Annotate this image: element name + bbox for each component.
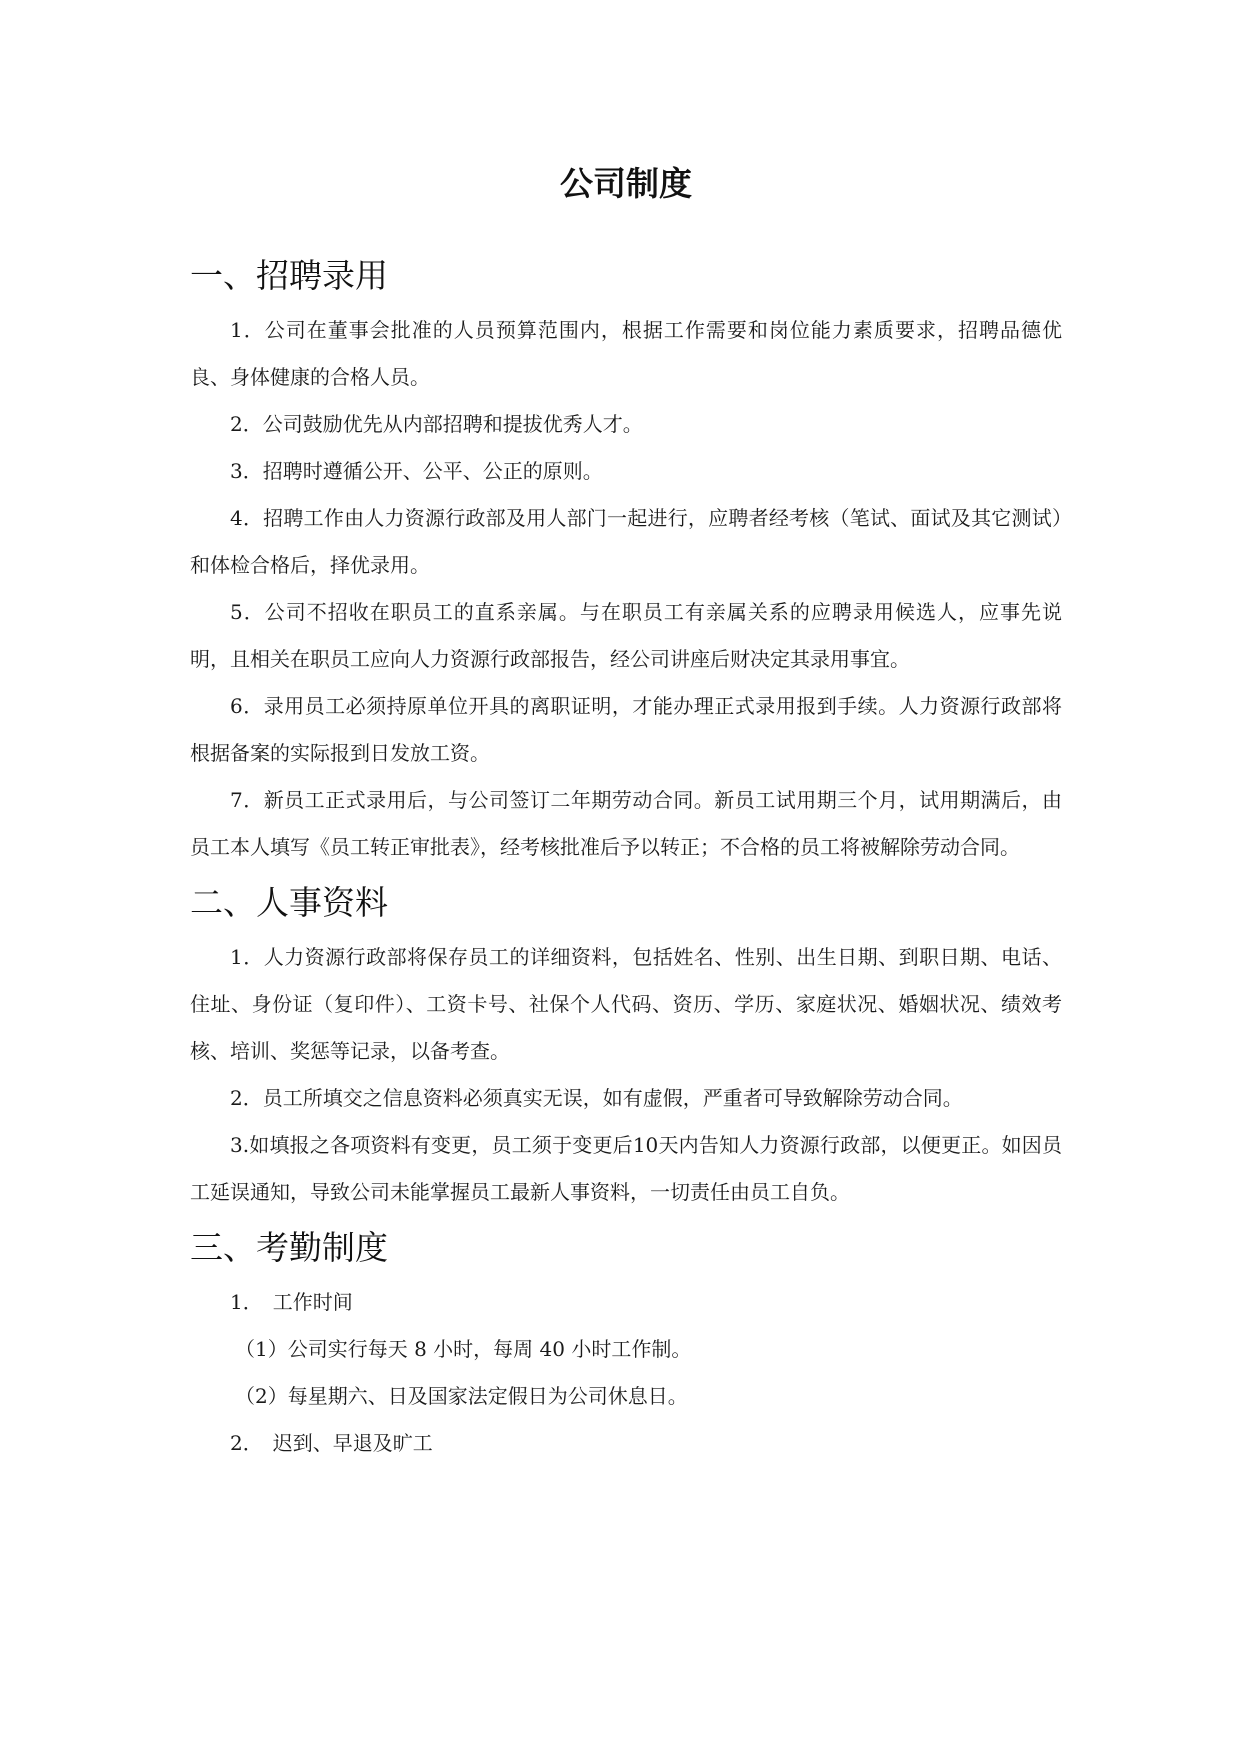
paragraph: 4．招聘工作由人力资源行政部及用人部门一起进行，应聘者经考核（笔试、面试及其它测试）和体检合格后，择优录用。 <box>190 506 1062 577</box>
paragraph: 2．公司鼓励优先从内部招聘和提拔优秀人才。 <box>230 412 643 436</box>
paragraph: 2．员工所填交之信息资料必须真实无误，如有虚假，严重者可导致解除劳动合同。 <box>230 1086 963 1110</box>
list-item-lateness: 2． 迟到、早退及旷工 <box>230 1431 433 1455</box>
section-heading-personnel-records: 二、人事资料 <box>190 883 388 922</box>
list-item-working-hours: 1． 工作时间 <box>230 1290 353 1314</box>
paragraph: 1．公司在董事会批准的人员预算范围内，根据工作需要和岗位能力素质要求，招聘品德优良、身体健康的合格人员。 <box>190 318 1062 389</box>
sub-item: （1）公司实行每天 8 小时，每周 40 小时工作制。 <box>235 1337 692 1361</box>
paragraph: 1．人力资源行政部将保存员工的详细资料，包括姓名、性别、出生日期、到职日期、电话、住址、身份证（复印件）、工资卡号、社保个人代码、资历、学历、家庭状况、婚姻状况、绩效考核、培训、奖惩等记录，以备考查。 <box>190 945 1062 1063</box>
paragraph: 6．录用员工必须持原单位开具的离职证明，才能办理正式录用报到手续。人力资源行政部将根据备案的实际报到日发放工资。 <box>190 694 1062 765</box>
paragraph: 7．新员工正式录用后，与公司签订二年期劳动合同。新员工试用期三个月，试用期满后，由员工本人填写《员工转正审批表》，经考核批准后予以转正；不合格的员工将被解除劳动合同。 <box>190 788 1062 859</box>
sub-item: （2）每星期六、日及国家法定假日为公司休息日。 <box>235 1384 688 1408</box>
section-heading-recruitment: 一、招聘录用 <box>190 256 388 295</box>
paragraph: 3．招聘时遵循公开、公平、公正的原则。 <box>230 459 603 483</box>
document-content <box>190 0 1062 1467</box>
document-title: 公司制度 <box>560 164 692 203</box>
paragraph: 5．公司不招收在职员工的直系亲属。与在职员工有亲属关系的应聘录用候选人，应事先说明，且相关在职员工应向人力资源行政部报告，经公司讲座后财决定其录用事宜。 <box>190 600 1062 671</box>
paragraph: 3.如填报之各项资料有变更，员工须于变更后10天内告知人力资源行政部，以便更正。如因员工延误通知，导致公司未能掌握员工最新人事资料，一切责任由员工自负。 <box>190 1133 1062 1204</box>
section-heading-attendance: 三、考勤制度 <box>190 1228 388 1267</box>
